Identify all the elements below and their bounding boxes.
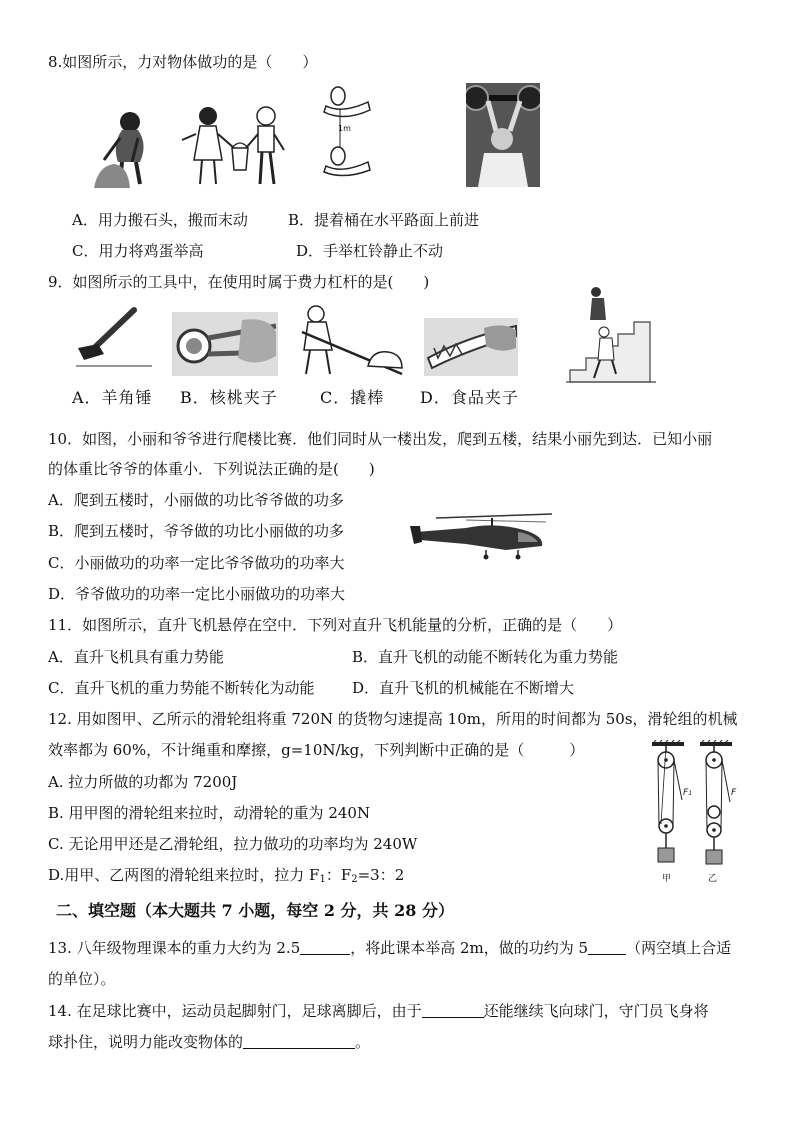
q9-label-c: C．撬棒: [320, 388, 385, 407]
q10-option-a: A．爬到五楼时，小丽做的功比爷爷做的功多: [48, 491, 344, 509]
q14-line2: 球扑住，说明力能改变物体的 。: [48, 1033, 371, 1051]
q12-option-c: C. 无论用甲还是乙滑轮组，拉力做功的功率均为 240W: [48, 835, 418, 853]
q12-fig-f-label: F: [731, 788, 737, 798]
q14-blank-1[interactable]: [422, 1003, 484, 1018]
q10-stem-line1: 10．如图，小丽和爷爷进行爬楼比赛．他们同时从一楼出发，爬到五楼，结果小丽先到达．已知小丽: [48, 430, 713, 448]
q11-option-a: A．直升飞机具有重力势能: [48, 648, 224, 666]
q8-fig-b-carrying-bucket: [180, 104, 290, 190]
q10-stem-line2: 的体重比爷爷的体重小．下列说法正确的是( ): [48, 460, 375, 478]
q9-label-a: A．羊角锤: [72, 388, 153, 407]
q12-option-b: B. 用甲图的滑轮组来拉时，动滑轮的重为 240N: [48, 804, 371, 822]
q10-option-d: D．爷爷做功的功率一定比小丽做功的功率大: [48, 585, 346, 603]
q12-option-d: D.用甲、乙两图的滑轮组来拉时，拉力 $F_1$：$F_2=3$：2: [48, 866, 405, 885]
q8-option-d: D．手举杠铃静止不动: [296, 242, 444, 260]
q8-option-c: C．用力将鸡蛋举高: [72, 242, 204, 260]
q8-stem: 8.如图所示，力对物体做功的是（ ）: [48, 53, 318, 71]
q9-label-b: B．核桃夹子: [180, 388, 278, 407]
q9-fig-crowbar: [298, 304, 408, 378]
q8-fig-a-lifting-stone: [92, 104, 162, 188]
q12-stem-line1: 12. 用如图甲、乙所示的滑轮组将重 720N 的货物匀速提高 10m，所用的时间都为 50s，滑轮组的机械: [48, 710, 738, 728]
q11-option-c: C．直升飞机的重力势能不断转化为动能: [48, 679, 315, 697]
q14-line1: 14. 在足球比赛中，运动员起脚射门，足球离脚后，由于 还能继续飞向球门，守门员飞身将: [48, 1002, 709, 1020]
q12-fig-label-yi: 乙: [708, 874, 718, 884]
q9-fig-stairs-climbers: [560, 286, 658, 386]
q8-fig-c-height-label: 1m: [338, 124, 351, 133]
q12-option-a: A. 拉力所做的功都为 7200J: [48, 773, 238, 791]
q11-fig-helicopter: [406, 508, 556, 560]
q11-stem: 11．如图所示，直升飞机悬停在空中．下列对直升飞机能量的分析，正确的是（ ）: [48, 616, 623, 634]
q13-blank-1[interactable]: [300, 940, 350, 955]
q14-blank-2[interactable]: [243, 1034, 355, 1049]
q9-stem: 9．如图所示的工具中，在使用时属于费力杠杆的是( ): [48, 273, 430, 291]
q12-fig-pulley-systems: [646, 740, 750, 876]
q12-fig-label-jia: 甲: [662, 874, 672, 884]
q9-fig-nutcracker: [172, 312, 278, 376]
q12-stem-line2: 效率都为 60%，不计绳重和摩擦，g=10N/kg，下列判断中正确的是（ ）: [48, 741, 585, 759]
q9-fig-food-tongs: [424, 318, 518, 376]
q13-line2: 的单位）。: [48, 970, 116, 988]
q10-option-b: B．爬到五楼时，爷爷做的功比小丽做的功多: [48, 522, 345, 540]
section-title-fill-in: 二、填空题（本大题共 7 小题，每空 2 分，共 28 分）: [56, 901, 454, 920]
q8-fig-d-weightlifter: [466, 83, 540, 187]
q8-option-b: B．提着桶在水平路面上前进: [288, 211, 480, 229]
q10-option-c: C．小丽做功的功率一定比爷爷做功的功率大: [48, 554, 345, 572]
q13-line1: 13. 八年级物理课本的重力大约为 2.5 ，将此课本举高 2m，做的功约为 5 （两空填上合适: [48, 939, 732, 957]
q9-label-d: D．食品夹子: [420, 388, 519, 407]
q13-blank-2[interactable]: [588, 940, 626, 955]
q12-fig-f1-label: F1: [683, 788, 693, 798]
q8-option-a: A．用力搬石头，搬而末动: [72, 211, 248, 229]
q11-option-b: B．直升飞机的动能不断转化为重力势能: [352, 648, 619, 666]
q9-fig-claw-hammer: [74, 304, 154, 368]
q11-option-d: D．直升飞机的机械能在不断增大: [352, 679, 575, 697]
